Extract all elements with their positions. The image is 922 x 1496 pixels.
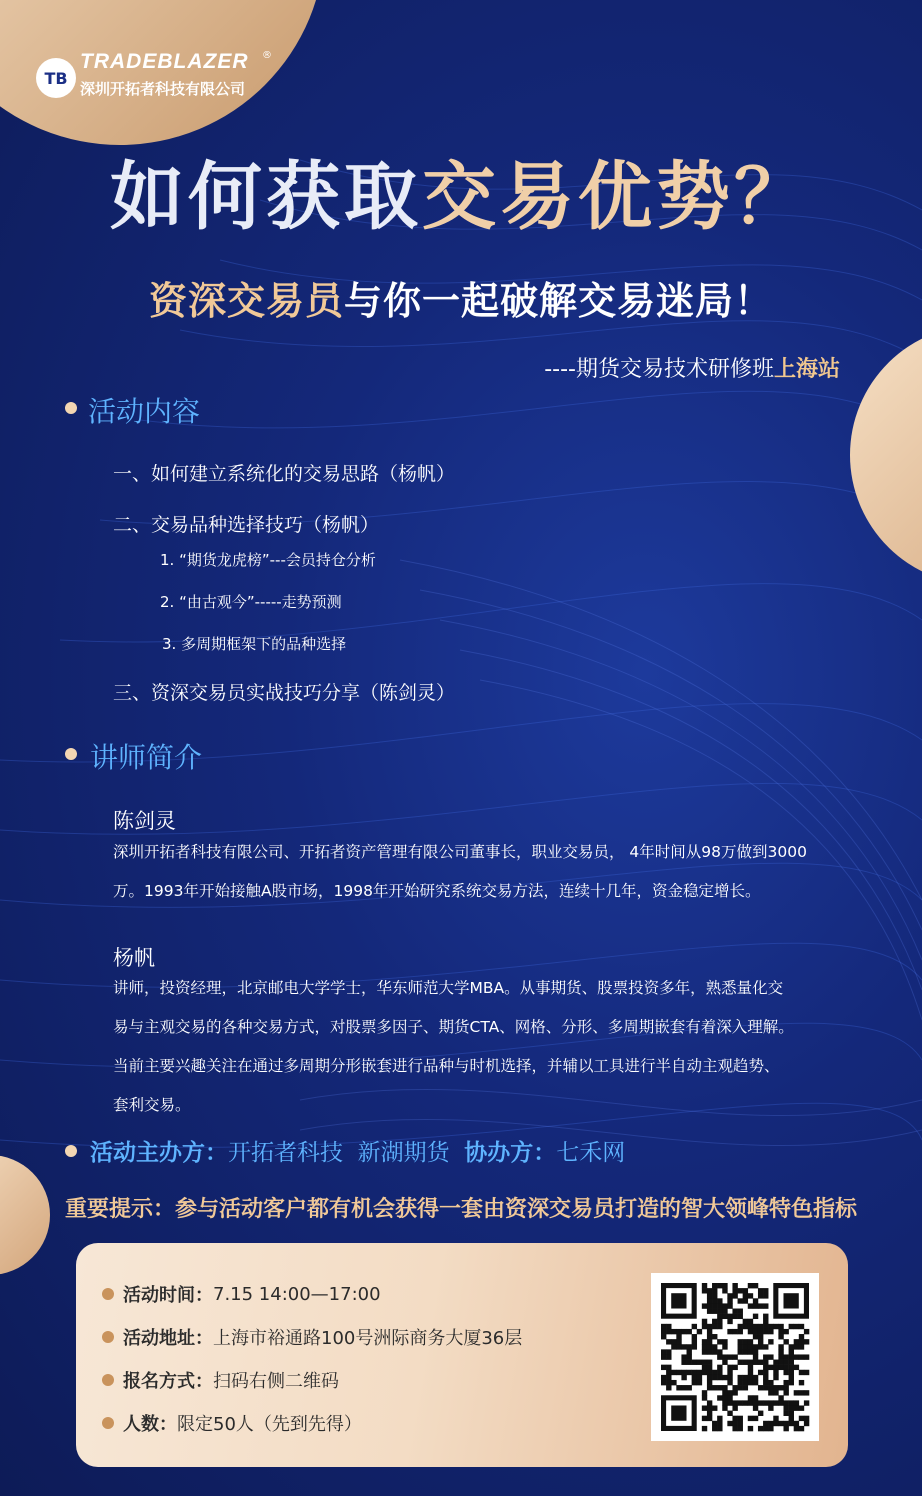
tagline: [544, 352, 840, 383]
brand-name-en: TRADEBLAZER: [80, 50, 249, 73]
info-row-signup: [102, 1367, 339, 1393]
qr-code-icon[interactable]: [651, 1273, 819, 1441]
co-value: 七禾网: [556, 1140, 626, 1166]
bio-line: 易与主观交易的各种交易方式，对股票多因子、期货CTA、网格、分形、多周期嵌套有着深入理解。: [113, 1018, 794, 1036]
host-label: 活动主办方：: [90, 1140, 228, 1166]
qr-code-graphic: [651, 1273, 819, 1441]
instructor-name: 杨帆: [113, 946, 155, 970]
info-value: 7.15 14:00—17:00: [213, 1283, 381, 1305]
info-value: 上海市裕通路100号洲际商务大厦36层: [213, 1328, 523, 1349]
title-part2: 交易优势？: [422, 154, 812, 240]
organizers: [90, 1134, 625, 1167]
info-value: 扫码右侧二维码: [213, 1371, 339, 1392]
activity-item: 二、交易品种选择技巧（杨帆）: [113, 514, 380, 536]
info-row-capacity: [102, 1410, 362, 1436]
co-label: 协办方：: [464, 1140, 557, 1166]
info-label: 活动地址：: [123, 1328, 213, 1349]
brand-name-cn: 深圳开拓者科技有限公司: [80, 80, 246, 98]
bio-line: 万。1993年开始接触A股市场，1998年开始研究系统交易方法，连续十几年，资金稳定增长。: [113, 882, 761, 900]
activity-subitem: 2. “由古观今”-----走势预测: [160, 593, 342, 611]
bio-line: 讲师，投资经理，北京邮电大学学士，华东师范大学MBA。从事期货、股票投资多年，熟悉量化交: [113, 979, 784, 997]
section-title-instructors: 讲师简介: [90, 741, 203, 774]
section-title-activity: 活动内容: [88, 395, 201, 428]
info-label: 人数：: [123, 1414, 177, 1435]
info-row-time: [102, 1281, 381, 1307]
info-value: 限定50人（先到先得）: [177, 1414, 362, 1435]
subtitle-part1: 资深交易员: [148, 279, 344, 323]
activity-subitem: 3. 多周期框架下的品种选择: [162, 635, 347, 653]
bio-line: 套利交易。: [113, 1096, 191, 1114]
bullet-icon: [102, 1374, 114, 1386]
bullet-icon: [65, 748, 77, 760]
bio-line: 当前主要兴趣关注在通过多周期分形嵌套进行品种与时机选择，并辅以工具进行半自动主观趋势、: [113, 1057, 780, 1075]
activity-item: 一、如何建立系统化的交易思路（杨帆）: [113, 463, 456, 485]
activity-item: 三、资深交易员实战技巧分享（陈剑灵）: [113, 682, 456, 704]
tradeblazer-logo-icon: TB: [36, 58, 76, 98]
tagline-highlight: 上海站: [773, 357, 840, 382]
title-part1: 如何获取: [110, 154, 422, 240]
host-value: 开拓者科技 新湖期货: [228, 1140, 450, 1166]
tagline-prefix: ----期货交易技术研修班: [544, 357, 774, 382]
bullet-icon: [102, 1331, 114, 1343]
bio-line: 深圳开拓者科技有限公司、开拓者资产管理有限公司董事长，职业交易员， 4年时间从98万做到3000: [113, 843, 807, 861]
info-label: 报名方式：: [123, 1371, 213, 1392]
subtitle-part2: 与你一起破解交易迷局！: [344, 279, 774, 323]
activity-subitem: 1. “期货龙虎榜”---会员持仓分析: [160, 551, 376, 569]
main-title: [0, 138, 922, 244]
bullet-icon: [102, 1417, 114, 1429]
instructor-bio: [113, 969, 843, 1125]
subtitle: [0, 270, 922, 325]
bullet-icon: [65, 402, 77, 414]
instructor-name: 陈剑灵: [113, 809, 176, 833]
info-label: 活动时间：: [123, 1285, 213, 1306]
bullet-icon: [102, 1288, 114, 1300]
bullet-icon: [65, 1145, 77, 1157]
info-row-address: [102, 1324, 522, 1350]
important-notice: 重要提示：参与活动客户都有机会获得一套由资深交易员打造的智大领峰特色指标: [64, 1197, 857, 1222]
instructor-bio: [113, 833, 843, 911]
registered-mark: ®: [262, 50, 272, 61]
